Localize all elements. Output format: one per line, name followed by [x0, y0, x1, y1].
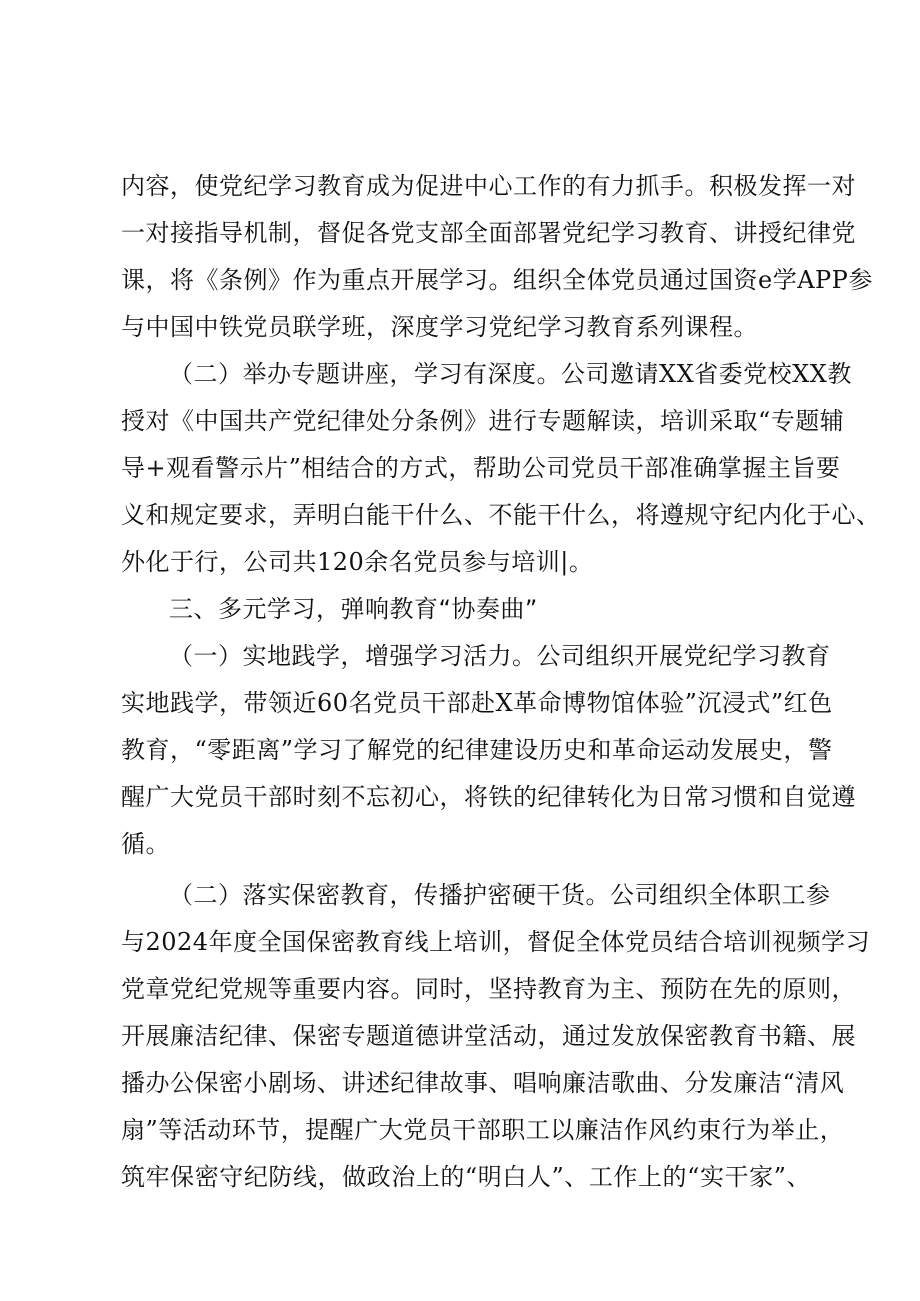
paragraph-2 [121, 356, 881, 580]
text-line: 外化于行，公司共120余名党员参与培训|。 [121, 548, 594, 576]
text-line: （二）落实保密教育，传播护密硬干货。公司组织全体职工参 [169, 881, 831, 909]
text-line: 播办公保密小剧场、讲述纪律故事、唱响廉洁歌曲、分发廉洁“清风 [121, 1069, 845, 1097]
text-line: 循。 [121, 830, 170, 858]
section-heading: 三、多元学习，弹响教育“协奏曲” [169, 595, 538, 623]
text-line: 实地践学，带领近60名党员干部赴X革命博物馆体验”沉浸式”红色 [121, 689, 833, 717]
text-line: 与中国中铁党员联学班，深度学习党纪学习教育系列课程。 [121, 313, 758, 341]
text-line: 与2024年度全国保密教育线上培训，督促全体党员结合培训视频学习 [121, 928, 871, 956]
text-line: 导+观看警示片”相结合的方式，帮助公司党员干部准确掌握主旨要 [121, 454, 841, 482]
text-line: 党章党纪党规等重要内容。同时，坚持教育为主、预防在先的原则， [121, 975, 856, 1003]
text-line: 授对《中国共产党纪律处分条例》进行专题解读，培训采取“专题辅 [121, 407, 845, 435]
text-line: 一对接指导机制，督促各党支部全面部署党纪学习教育、讲授纪律党 [121, 219, 856, 247]
text-line: （一）实地践学，增强学习活力。公司组织开展党纪学习教育 [169, 642, 831, 670]
document-body [121, 168, 881, 1206]
text-line: 开展廉洁纪律、保密专题道德讲堂活动，通过发放保密教育书籍、展 [121, 1022, 856, 1050]
text-line: 筑牢保密守纪防线，做政治上的“明白人”、工作上的“实干家”、 [121, 1163, 811, 1191]
paragraph-4 [121, 877, 871, 1195]
text-line: （二）举办专题讲座，学习有深度。公司邀请XX省委党校XX教 [169, 360, 852, 388]
paragraph-1 [121, 168, 873, 345]
text-line: 扇”等活动环节，提醒广大党员干部职工以廉洁作风约束行为举止， [121, 1116, 845, 1144]
text-line: 义和规定要求，弄明白能干什么、不能干什么，将遵规守纪内化于心、 [121, 501, 881, 529]
text-line: 教育，“零距离”学习了解党的纪律建设历史和革命运动发展史，警 [121, 736, 833, 764]
paragraph-3 [121, 638, 856, 862]
text-line: 醒广大党员干部时刻不忘初心，将铁的纪律转化为日常习惯和自觉遵 [121, 783, 856, 811]
text-line: 课，将《条例》作为重点开展学习。组织全体党员通过国资e学APP参 [121, 266, 873, 294]
text-line: 内容，使党纪学习教育成为促进中心工作的有力抓手。积极发挥一对 [121, 172, 856, 200]
